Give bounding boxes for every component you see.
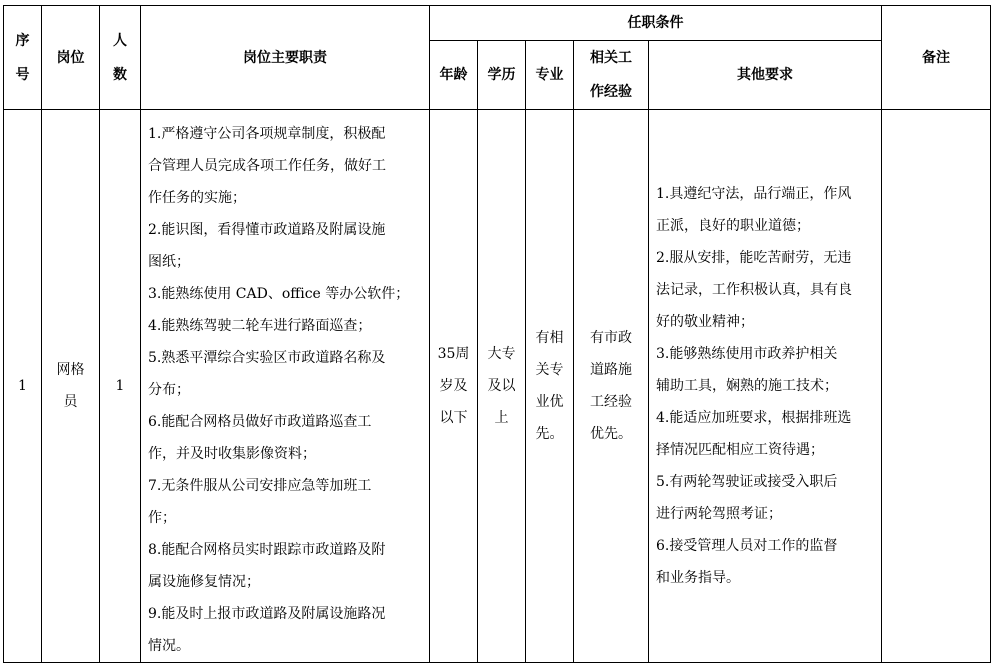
duty-line: 6.能配合网格员做好市政道路巡查工 [148, 414, 372, 430]
header-position: 岗位 [42, 6, 100, 110]
cell-education: 大专 及以 上 [478, 110, 526, 663]
duty-line: 7.无条件服从公司安排应急等加班工 [148, 478, 372, 494]
duty-line: 属设施修复情况； [148, 574, 260, 590]
duty-line: 图纸； [148, 254, 190, 270]
duty-line: 9.能及时上报市政道路及附属设施路况 [148, 606, 386, 622]
job-requirements-table [3, 5, 991, 663]
other-line: 6.接受管理人员对工作的监督 [656, 538, 838, 554]
header-age: 年龄 [430, 41, 478, 110]
table-row [4, 110, 991, 663]
cell-duties [141, 110, 430, 663]
duty-line: 合管理人员完成各项工作任务，做好工 [148, 158, 386, 174]
other-line: 进行两轮驾照考证； [656, 506, 782, 522]
duty-line: 作； [148, 510, 176, 526]
duty-line: 2.能识图，看得懂市政道路及附属设施 [148, 222, 386, 238]
other-line: 择情况匹配相应工资待遇； [656, 442, 824, 458]
duty-line: 5.熟悉平潭综合实验区市政道路名称及 [148, 350, 386, 366]
header-requirements: 任职条件 [430, 6, 882, 41]
other-line: 法记录，工作积极认真，具有良 [656, 282, 852, 298]
header-education: 学历 [478, 41, 526, 110]
header-experience: 相关工 作经验 [574, 41, 649, 110]
duty-line: 8.能配合网格员实时跟踪市政道路及附 [148, 542, 386, 558]
other-line: 5.有两轮驾驶证或接受入职后 [656, 474, 838, 490]
duty-line: 4.能熟练驾驶二轮车进行路面巡查； [148, 318, 372, 334]
other-requirements-list [649, 178, 881, 594]
other-line: 辅助工具，娴熟的施工技术； [656, 378, 838, 394]
cell-seq: 1 [4, 110, 42, 663]
duty-line: 作任务的实施； [148, 190, 246, 206]
other-line: 1.具遵纪守法，品行端正，作风 [656, 186, 852, 202]
duty-line: 3.能熟练使用 CAD、office 等办公软件； [148, 286, 410, 302]
other-line: 和业务指导。 [656, 570, 740, 586]
cell-position: 网格 员 [42, 110, 100, 663]
header-remarks: 备注 [882, 6, 991, 110]
header-duties: 岗位主要职责 [141, 6, 430, 110]
other-line: 正派，良好的职业道德； [656, 218, 810, 234]
cell-major: 有相 关专 业优 先。 [526, 110, 574, 663]
cell-other [649, 110, 882, 663]
other-line: 2.服从安排，能吃苦耐劳，无违 [656, 250, 852, 266]
duties-list [141, 110, 429, 662]
duty-line: 情况。 [148, 638, 190, 654]
other-line: 3.能够熟练使用市政养护相关 [656, 346, 838, 362]
other-line: 好的敬业精神； [656, 314, 754, 330]
cell-age: 35周 岁及 以下 [430, 110, 478, 663]
cell-remarks [882, 110, 991, 663]
header-other: 其他要求 [649, 41, 882, 110]
duty-line: 分布； [148, 382, 190, 398]
duty-line: 1.严格遵守公司各项规章制度，积极配 [148, 126, 386, 142]
duty-line: 作，并及时收集影像资料； [148, 446, 316, 462]
cell-headcount: 1 [100, 110, 141, 663]
header-headcount: 人 数 [100, 6, 141, 110]
cell-experience: 有市政 道路施 工经验 优先。 [574, 110, 649, 663]
other-line: 4.能适应加班要求，根据排班选 [656, 410, 852, 426]
header-row-1 [4, 6, 991, 41]
header-seq: 序 号 [4, 6, 42, 110]
header-major: 专业 [526, 41, 574, 110]
